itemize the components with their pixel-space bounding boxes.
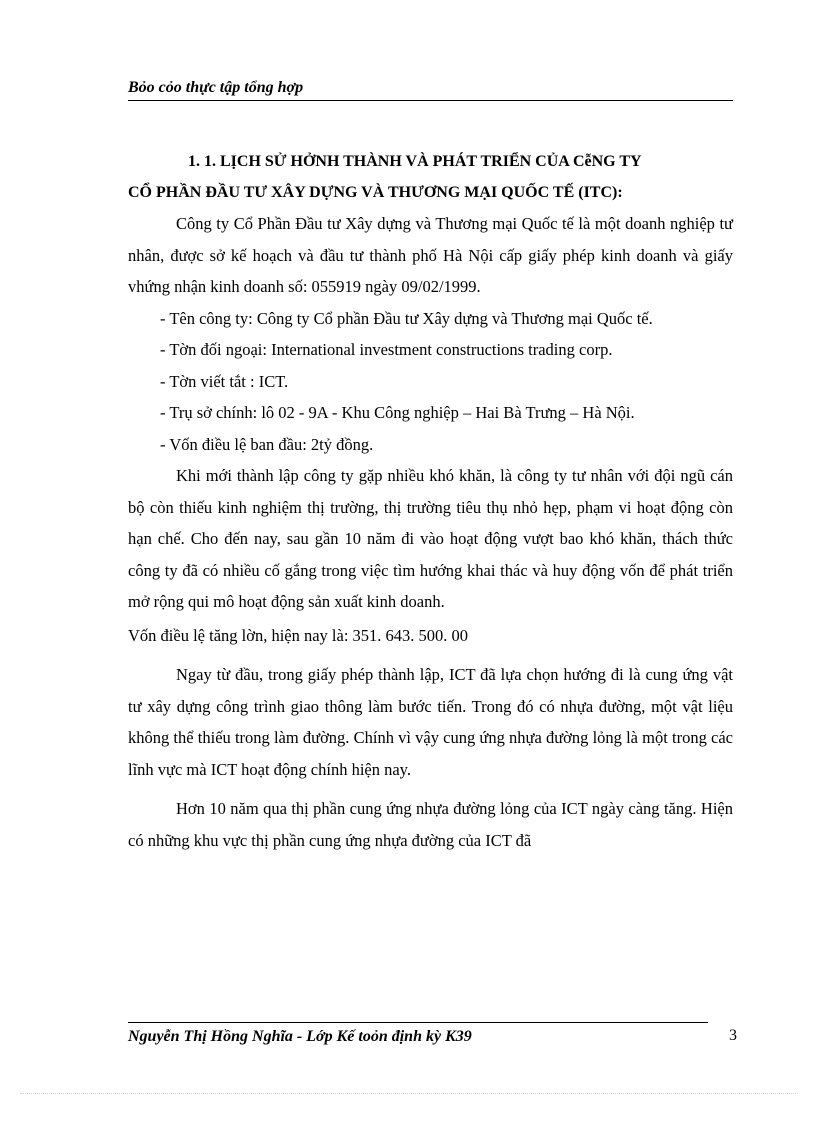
capital-increase-line: Vốn điều lệ tăng lờn, hiện nay là: 351. 643. 500. 00 xyxy=(128,625,469,645)
section-heading-line-1: 1. 1. LỊCH SỬ HỞNH THÀNH VÀ PHÁT TRIỂN CỦA CễNG TY xyxy=(188,153,642,170)
intro-paragraph: Công ty Cổ Phần Đầu tư Xây dựng và Thương mại Quốc tế là một doanh nghiệp tư nhân, được sở kế hoạch và đầu tư thành phố Hà Nội cấp giấy phép kinh doanh và giấy vhứng nhận kinh doanh số: 055919 ngày 09/02/1999. xyxy=(128,214,733,296)
page-header xyxy=(128,78,733,101)
history-paragraph: Khi mới thành lập công ty gặp nhiều khó khăn, là công ty tư nhân với đội ngũ cán bộ còn thiếu kinh nghiệm thị trường, thị trường tiêu thụ nhỏ hẹp, phạm vi hoạt động còn hạn chế. Cho đến nay, sau gần 10 năm đi vào hoạt động vượt bao khó khăn, thách thức công ty đã có nhiều cố gắng trong việc tìm hướng khai thác và huy động vốn để phát triển mở rộng qui mô hoạt động sản xuất kinh doanh. xyxy=(128,466,733,611)
company-name-item: - Tên công ty: Công ty Cổ phần Đầu tư Xây dựng và Thương mại Quốc tế. xyxy=(160,308,653,328)
market-paragraph: Hơn 10 năm qua thị phần cung ứng nhựa đường lỏng của ICT ngày càng tăng. Hiện có những khu vực thị phần cung ứng nhựa đường của ICT đã xyxy=(128,799,733,850)
footer-rule xyxy=(128,1022,708,1023)
short-name-item: - Tờn viết tắt : ICT. xyxy=(160,371,289,391)
section-heading xyxy=(128,146,733,208)
page-number: 3 xyxy=(729,1027,737,1044)
page-bottom-border xyxy=(20,1093,796,1094)
section-heading-line-2: CỔ PHẦN ĐẦU TƯ XÂY DỰNG VÀ THƯƠNG MẠI QUỐC TẾ (ITC): xyxy=(128,184,623,201)
footer-author: Nguyễn Thị Hồng Nghĩa - Lớp Kế toỏn định kỳ K39 xyxy=(128,1028,472,1045)
charter-capital-item: - Vốn điều lệ ban đầu: 2tỷ đồng. xyxy=(160,434,374,454)
foreign-name-item: - Tờn đối ngoại: International investment constructions trading corp. xyxy=(160,340,613,359)
page-body xyxy=(128,146,733,856)
direction-paragraph: Ngay từ đầu, trong giấy phép thành lập, ICT đã lựa chọn hướng đi là cung ứng vật tư xây dựng công trình giao thông làm bước tiến. Trong đó có nhựa đường, một vật liệu không thể thiếu trong làm đường. Chính vì vậy cung ứng nhựa đường lỏng là một trong các lĩnh vực mà ICT hoạt động chính hiện nay. xyxy=(128,665,733,779)
header-title: Bỏo cỏo thực tập tổng hợp xyxy=(128,79,304,96)
head-office-item: - Trụ sở chính: lô 02 - 9A - Khu Công nghiệp – Hai Bà Trưng – Hà Nội. xyxy=(160,403,635,422)
